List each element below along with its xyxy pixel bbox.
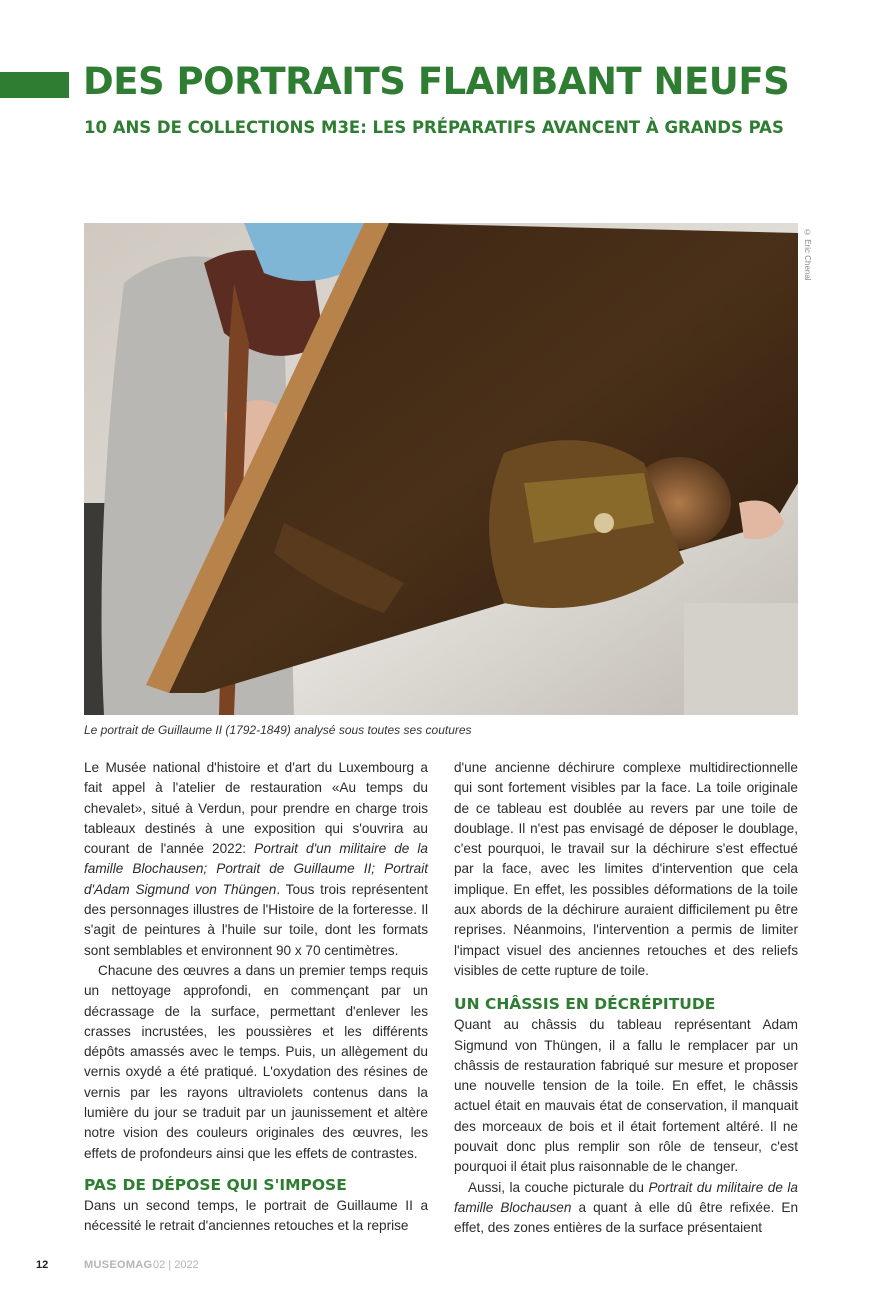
paragraph: d'une ancienne déchirure complexe multidirectionnelle qui sont fortement visibles par la face. La toile originale de ce tableau est doublée au revers par une toile de doublage. Il n'est pas envisagé de déposer le doublage, c'est pourquoi, le travail sur la déchirure s'est effectué par la face, avec les limites d'intervention que cela implique. En effet, les possibles déformations de la toile aux abords de la déchirure auraient difficilement pu être reprises. Néanmoins, l'intervention a permis de limiter l'impact visuel des anciennes retouches et des reliefs visibles de cette rupture de toile. bbox=[454, 760, 798, 978]
page-number: 12 bbox=[36, 1259, 49, 1271]
magazine-name: MUSEOMAG bbox=[84, 1259, 153, 1271]
paragraph: Dans un second temps, le portrait de Guillaume II a nécessité le retrait d'anciennes retouches et la reprise bbox=[84, 1197, 428, 1234]
paragraph: Le Musée national d'histoire et d'art du Luxembourg a fait appel à l'atelier de restauration «Au temps du chevalet», situé à Verdun, pour prendre en charge trois tableaux destinés à une exposition qui s'ouvrira au courant de l'année 2022: Portrait d'un militaire de la famille Blochausen; Portrait de Guillaume II; Portrait d'Adam Sigmund von Thüngen. Tous trois représentent des personnages illustres de l'Histoire de la forteresse. Il s'agit de peintures à l'huile sur toile, dont les formats sont semblables et environnent 90 x 70 centimètres. bbox=[84, 760, 428, 958]
photo-illustration bbox=[84, 223, 798, 715]
photo-caption: Le portrait de Guillaume II (1792-1849) analysé sous toutes ses coutures bbox=[84, 723, 472, 737]
section-heading-depose: PAS DE DÉPOSE QUI S'IMPOSE bbox=[84, 1175, 347, 1194]
photo-credit: © Eric Chenal bbox=[803, 228, 812, 281]
accent-bar bbox=[0, 72, 69, 98]
article-column-left bbox=[84, 758, 428, 1237]
paragraph: Aussi, la couche picturale du Portrait du militaire de la famille Blochausen a quant à elle dû être refixée. En effet, des zones entières de la surface présentaient bbox=[454, 1179, 799, 1236]
page-subtitle: 10 ANS DE COLLECTIONS M3E: LES PRÉPARATIFS AVANCENT À GRANDS PAS bbox=[84, 118, 784, 137]
issue-number: 02 | 2022 bbox=[153, 1259, 199, 1271]
page-footer bbox=[36, 1259, 199, 1271]
paragraph: Quant au châssis du tableau représentant Adam Sigmund von Thüngen, il a fallu le remplacer par un châssis de restauration fabriqué sur mesure et proposer une nouvelle tension de la toile. En effet, le châssis actuel était en mauvais état de conservation, il manquait des morceaux de bois et il était fortement altéré. Il ne pouvait donc plus remplir son rôle de tenseur, c'est pourquoi il était plus raisonnable de le changer. bbox=[454, 1017, 798, 1175]
section-heading-chassis: UN CHÂSSIS EN DÉCRÉPITUDE bbox=[454, 995, 716, 1014]
article-photo bbox=[84, 223, 798, 715]
article-column-right bbox=[454, 758, 798, 1239]
paragraph: Chacune des œuvres a dans un premier temps requis un nettoyage approfondi, en commençant par un décrassage de la surface, permettant d'enlever les crasses incrustées, les poussières et les différents dépôts amassés avec le temps. Puis, un allègement du vernis oxydé a été pratiqué. L'oxydation des résines de vernis par les rayons ultraviolets contenus dans la lumière du jour se traduit par un jaunissement et altère notre vision des couleurs originales des œuvres, les effets de profondeurs ainsi que les effets de contrastes. bbox=[84, 962, 428, 1161]
page-title: DES PORTRAITS FLAMBANT NEUFS bbox=[83, 60, 790, 103]
